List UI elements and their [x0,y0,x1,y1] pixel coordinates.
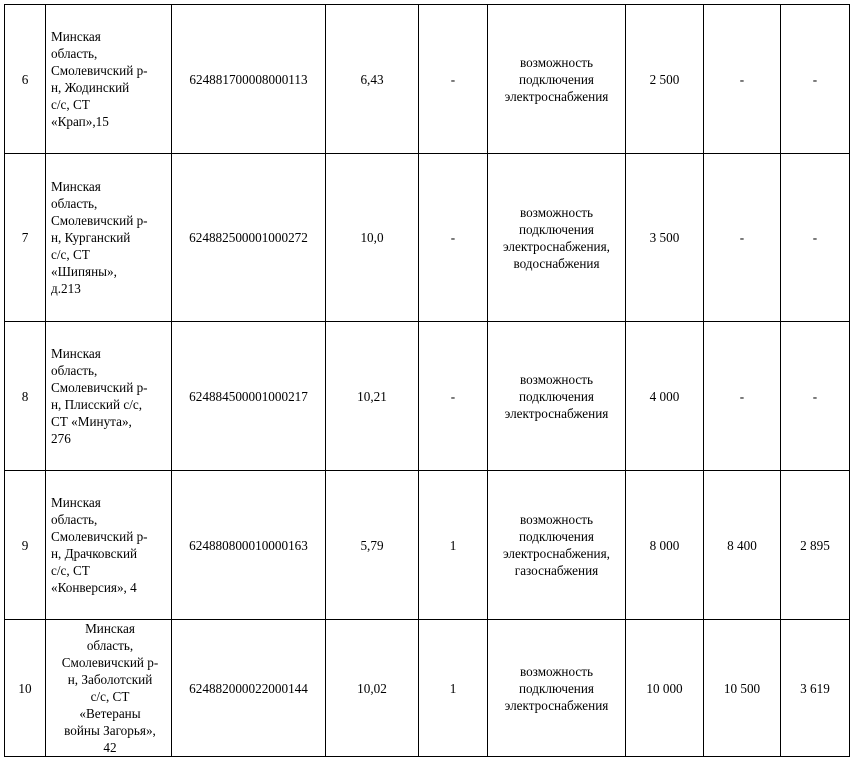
table-cell: - [704,5,781,154]
cadastral-number: 624881700008000113 [172,5,326,154]
plot-address: Минская область, Смолевичский р- н, Заболотский с/с, СТ «Ветераны войны Загорья», 42 [46,620,172,757]
table-cell: 3 619 [781,620,850,757]
row-number: 6 [5,5,46,154]
plot-address: Минская область, Смолевичский р- н, Жодинский с/с, СТ «Крап»,15 [46,5,172,154]
row-number: 7 [5,154,46,322]
row-number: 10 [5,620,46,757]
price-cell: 3 500 [626,154,704,322]
table-cell: - [419,154,488,322]
table-cell: 10 500 [704,620,781,757]
cadastral-number: 624882000022000144 [172,620,326,757]
utilities-cell: возможность подключения электроснабжения [488,620,626,757]
table-row [5,471,850,620]
price-cell: 10 000 [626,620,704,757]
plot-area: 10,21 [326,322,419,471]
plot-address: Минская область, Смолевичский р- н, Курганский с/с, СТ «Шипяны», д.213 [46,154,172,322]
utilities-cell: возможность подключения электроснабжения, водоснабжения [488,154,626,322]
cadastral-number: 624884500001000217 [172,322,326,471]
price-cell: 2 500 [626,5,704,154]
table-cell: - [419,5,488,154]
row-number: 8 [5,322,46,471]
cadastral-number: 624882500001000272 [172,154,326,322]
table-cell: 8 400 [704,471,781,620]
plot-area: 10,0 [326,154,419,322]
utilities-cell: возможность подключения электроснабжения [488,322,626,471]
utilities-cell: возможность подключения электроснабжения [488,5,626,154]
plot-area: 5,79 [326,471,419,620]
table-cell: - [419,322,488,471]
table-cell: - [704,154,781,322]
table-row [5,5,850,154]
cadastral-number: 624880800010000163 [172,471,326,620]
row-number: 9 [5,471,46,620]
price-cell: 8 000 [626,471,704,620]
table-cell: - [781,154,850,322]
price-cell: 4 000 [626,322,704,471]
table-cell: 1 [419,620,488,757]
plot-area: 6,43 [326,5,419,154]
table-cell: - [704,322,781,471]
plot-address: Минская область, Смолевичский р- н, Плисский с/с, СТ «Минута», 276 [46,322,172,471]
table-cell: - [781,5,850,154]
table-row [5,322,850,471]
utilities-cell: возможность подключения электроснабжения, газоснабжения [488,471,626,620]
table-row [5,154,850,322]
table-row [5,620,850,757]
plot-address: Минская область, Смолевичский р- н, Драчковский с/с, СТ «Конверсия», 4 [46,471,172,620]
table-cell: - [781,322,850,471]
table-cell: 1 [419,471,488,620]
land-plots-table [4,4,850,757]
table-cell: 2 895 [781,471,850,620]
plot-area: 10,02 [326,620,419,757]
